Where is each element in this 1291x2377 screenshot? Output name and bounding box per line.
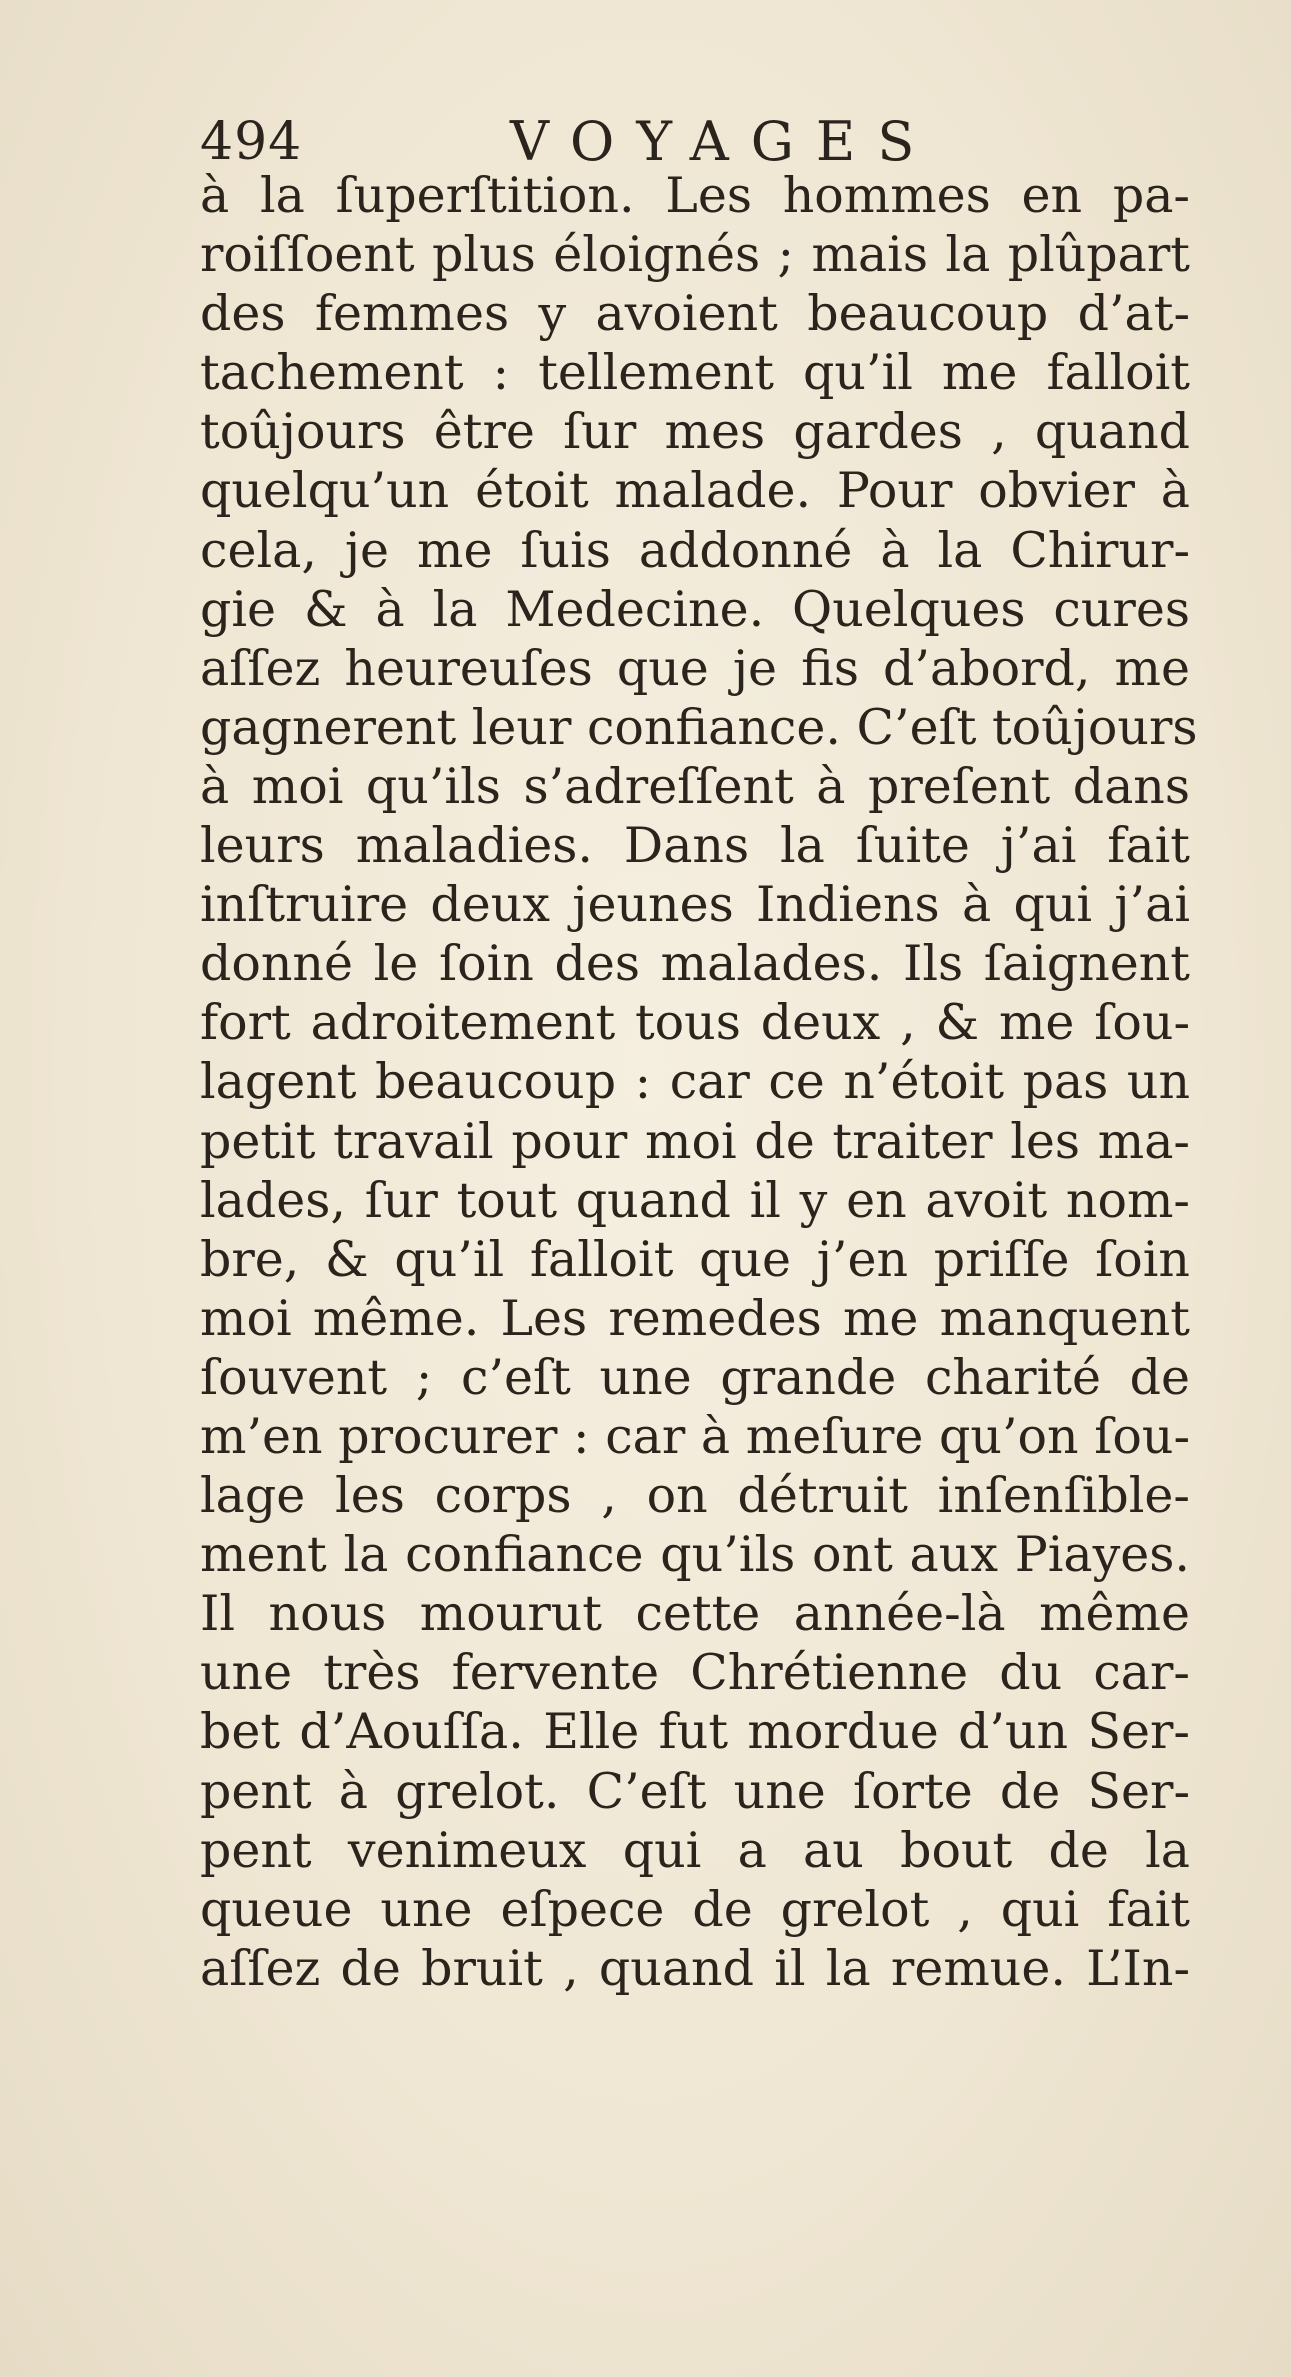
text-line: quelqu’un étoit malade. Pour obvier à (200, 462, 1190, 520)
running-head: VOYAGES (510, 110, 937, 173)
text-line: lage les corps , on détruit inſenſible- (200, 1467, 1190, 1525)
text-line: toûjours être ſur mes gardes , quand (200, 403, 1190, 461)
page-number: 494 (200, 112, 303, 172)
text-line: tachement : tellement qu’il me falloit (200, 344, 1190, 402)
text-line: lagent beaucoup : car ce n’étoit pas un (200, 1053, 1190, 1111)
text-line: gagnerent leur confiance. C’eſt toûjours (200, 698, 1198, 756)
text-line: fort adroitement tous deux , & me ſou- (200, 994, 1190, 1052)
text-line: Il nous mourut cette année-là même (200, 1585, 1190, 1643)
text-line: aſſez de bruit , quand il la remue. L’In- (200, 1939, 1190, 1997)
page-header (200, 104, 1100, 174)
text-line: bet d’Aouſſa. Elle fut mordue d’un Ser- (200, 1703, 1190, 1761)
text-line: pent venimeux qui a au bout de la (200, 1821, 1190, 1879)
text-line: gie & à la Medecine. Quelques cures (200, 580, 1190, 638)
text-line: inſtruire deux jeunes Indiens à qui j’ai (200, 876, 1190, 934)
text-line: une très fervente Chrétienne du car- (200, 1644, 1190, 1702)
text-line: à la ſuperſtition. Les hommes en pa- (200, 167, 1190, 224)
text-line: des femmes y avoient beaucoup d’at- (200, 285, 1190, 343)
body-text (200, 166, 1198, 1998)
text-line: queue une eſpece de grelot , qui fait (200, 1880, 1190, 1938)
text-line: cela, je me ſuis addonné à la Chirur- (200, 521, 1190, 579)
text-line: moi même. Les remedes me manquent (200, 1289, 1190, 1347)
text-line: pent à grelot. C’eſt une ſorte de Ser- (200, 1762, 1190, 1820)
text-line: bre, & qu’il falloit que j’en priſſe ſoin (200, 1230, 1190, 1288)
text-line: ment la confiance qu’ils ont aux Piayes. (200, 1526, 1190, 1584)
text-line: aſſez heureuſes que je fis d’abord, me (200, 639, 1190, 697)
text-line: à moi qu’ils s’adreſſent à preſent dans (200, 757, 1190, 815)
text-line: m’en procurer : car à meſure qu’on ſou- (200, 1407, 1190, 1465)
text-line: donné le ſoin des malades. Ils ſaignent (200, 935, 1190, 993)
text-line: ſouvent ; c’eſt une grande charité de (200, 1348, 1190, 1406)
text-line: leurs maladies. Dans la ſuite j’ai fait (200, 817, 1190, 875)
text-line: petit travail pour moi de traiter les ma- (200, 1112, 1190, 1170)
text-line: lades, ſur tout quand il y en avoit nom- (200, 1171, 1190, 1229)
text-line: roiſſoent plus éloignés ; mais la plûpart (200, 226, 1190, 284)
